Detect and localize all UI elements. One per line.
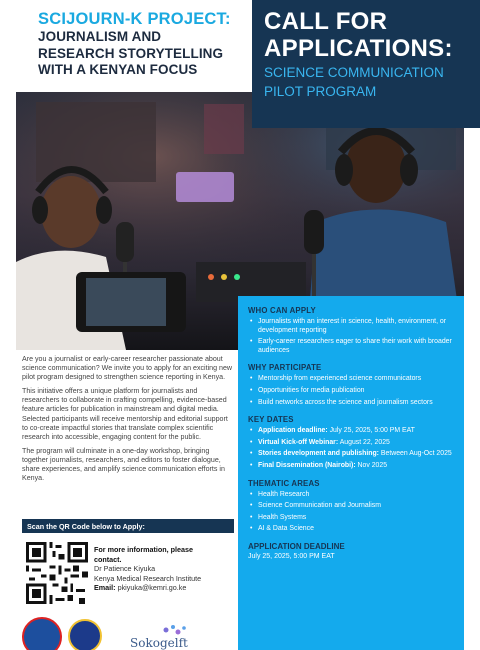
partner-logo-text: Sokogelft	[130, 636, 188, 650]
list-item: • Health Research	[248, 491, 454, 500]
program-line-1: SCIENCE COMMUNICATION	[264, 65, 444, 80]
list-item	[248, 439, 454, 448]
date-label: Stories development and publishing:	[258, 450, 379, 458]
intro-text	[22, 355, 234, 488]
partner-logo	[130, 622, 216, 650]
project-subtitle-line-1: JOURNALISM AND	[38, 29, 162, 44]
contact-institution: Kenya Medical Research Institute	[94, 573, 202, 583]
intro-paragraph-3: The program will culminate in a one-day workshop, bringing together journalists, researchers, and editors to foster dialogue, share experiences, and amplify science communication efforts in Kenya.	[22, 446, 225, 483]
date-label: Final Dissemination (Nairobi):	[258, 461, 356, 469]
list-item: • Mentorship from experienced science communicators	[248, 375, 454, 384]
date-value: Nov 2025	[355, 461, 388, 469]
intro-paragraph-2: This initiative offers a unique platform for journalists and researchers to collaborate in crafting compelling, evidence-based feature articles for publication in mainstream and digital media. Selected participants will receive mentorship and editorial support to co-create impactful stories that translate complex scientific research into accessible, engaging content for the public.	[22, 387, 228, 441]
list-item: • Health Systems	[248, 514, 454, 523]
date-label: Virtual Kick-off Webinar:	[258, 438, 339, 446]
list-item: • Build networks across the science and journalism sectors	[248, 399, 454, 408]
program-line-2: PILOT PROGRAM	[264, 84, 377, 99]
why-participate-heading: WHY PARTICIPATE	[248, 363, 322, 373]
institution-logo-1	[22, 617, 62, 650]
list-item	[248, 450, 454, 459]
contact-heading-2: contact.	[94, 554, 122, 564]
list-item: • Early-career researchers eager to share their work with broader audiences	[248, 338, 454, 355]
qr-code[interactable]	[26, 542, 88, 604]
contact-name: Dr Patience Kiyuka	[94, 564, 156, 573]
institution-logo-2	[68, 619, 102, 650]
date-value: July 25, 2025, 5:00 PM EAT	[327, 427, 415, 435]
who-can-apply-heading: WHO CAN APPLY	[248, 306, 316, 315]
email-label: Email:	[94, 583, 116, 592]
contact-info	[94, 545, 244, 593]
list-item	[248, 462, 454, 471]
info-panel	[238, 296, 464, 650]
list-item: • Opportunities for media publication	[248, 387, 454, 396]
project-header	[0, 0, 252, 90]
cfa-line-2: APPLICATIONS:	[264, 35, 453, 62]
why-participate-list	[248, 375, 454, 407]
list-item: • Science Communication and Journalism	[248, 502, 454, 511]
contact-email[interactable]: pkiyuka@kemri.go.ke	[117, 583, 187, 592]
cfa-line-1: CALL FOR	[264, 8, 388, 35]
list-item	[248, 427, 454, 436]
key-dates-list	[248, 427, 454, 470]
thematic-areas-heading: THEMATIC AREAS	[248, 478, 320, 488]
project-title: SCIJOURN-K PROJECT:	[38, 10, 231, 28]
project-subtitle-line-3: WITH A KENYAN FOCUS	[38, 62, 198, 77]
thematic-areas-list	[248, 491, 454, 534]
contact-email-row	[94, 583, 244, 593]
qr-banner: Scan the QR Code below to Apply:	[22, 519, 234, 533]
contact-heading-1: For more information, please	[94, 545, 194, 554]
application-deadline-value: July 25, 2025, 5:00 PM EAT	[248, 552, 335, 560]
call-for-applications-box	[252, 0, 480, 128]
project-subtitle-line-2: RESEARCH STORYTELLING	[38, 45, 224, 61]
date-label: Application deadline:	[258, 427, 328, 435]
date-value: August 22, 2025	[338, 438, 390, 446]
key-dates-heading: KEY DATES	[248, 415, 294, 425]
list-item: • Journalists with an interest in science, health, environment, or development reporting	[248, 318, 454, 335]
date-value: Between Aug-Oct 2025	[378, 450, 452, 458]
list-item: • AI & Data Science	[248, 525, 454, 534]
who-can-apply-list	[248, 318, 454, 355]
application-deadline-heading: APPLICATION DEADLINE	[248, 541, 345, 551]
intro-paragraph-1: Are you a journalist or early-career researcher passionate about science communication? We invite you to apply for an exciting new pilot program designed to strengthen science reporting in Kenya.	[22, 355, 233, 382]
